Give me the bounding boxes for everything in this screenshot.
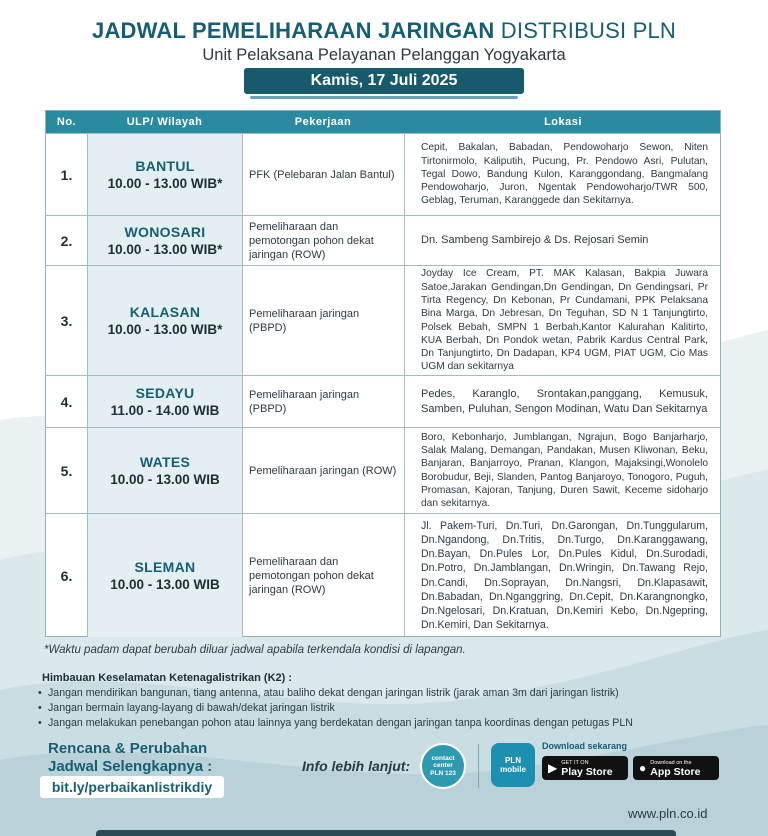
cc-line-3: PLN 123 xyxy=(430,769,456,777)
ulp-time: 10.00 - 13.00 WIB xyxy=(110,577,220,592)
title-light: DISTRIBUSI PLN xyxy=(500,18,676,43)
row-number: 3. xyxy=(60,312,73,329)
row-number: 4. xyxy=(60,393,73,410)
ulp-name: SEDAYU xyxy=(135,385,195,401)
job-cell: Pemeliharaan jaringan (PBPD) xyxy=(242,266,404,375)
header-location: Lokasi xyxy=(544,116,582,128)
ulp-time: 10.00 - 13.00 WIB* xyxy=(107,176,223,191)
job-cell: Pemeliharaan jaringan (PBPD) xyxy=(242,376,404,427)
job-cell: Pemeliharaan dan pemotongan pohon dekat jaringan (ROW) xyxy=(242,514,404,637)
plan-line-2: Jadwal Selengkapnya : xyxy=(48,758,213,775)
location-cell xyxy=(404,376,722,427)
row-number: 1. xyxy=(60,166,73,183)
ulp-time: 11.00 - 14.00 WIB xyxy=(110,403,220,418)
location-cell xyxy=(404,266,722,375)
date-banner: Kamis, 17 Juli 2025 xyxy=(244,68,524,94)
k2-item: • Jangan bermain layang-layang di bawah/dekat jaringan listrik xyxy=(38,701,738,716)
ulp-name: WATES xyxy=(139,454,191,470)
gp-big: Play Store xyxy=(561,765,613,778)
table-header xyxy=(46,111,720,133)
job-cell: PFK (Pelebaran Jalan Bantul) xyxy=(242,134,404,215)
ulp-name: SLEMAN xyxy=(134,559,196,575)
location-text: Joyday Ice Cream, PT. MAK Kalasan, Bakpia Juwara Satoe,Jarakan Gendingan,Dn Gendingan, Dn Gendingsari, Pr Tirta Regency, Dn Kebonan, Pr Cundamani, PPK Pelaksana Bina Marga, Dn Jebresan, Dn Teguhan, SD N 1 Tanjungtirto, Polsek Bebah, SMPN 1 Berbah,Kantor Kalurahan Kalitirto, KUA Berbah, Dn Pondok wetan, Pabrik Kardus Central Park, Dn Tanjungtirto, Dn Dadapan, KP4 UGM, PIAT UGM, Cio Mas UGM dan sekitarnya xyxy=(421,268,708,373)
ulp-cell xyxy=(87,428,242,513)
schedule-table xyxy=(45,110,721,637)
plan-heading xyxy=(48,740,212,776)
as-small: Download on the xyxy=(650,759,692,766)
ulp-name: WONOSARI xyxy=(124,224,206,240)
row-number: 5. xyxy=(60,462,73,479)
location-cell xyxy=(404,134,722,215)
gp-small: GET IT ON xyxy=(561,759,589,766)
footnote: *Waktu padam dapat berubah diluar jadwal apabila terkendala kondisi di lapangan. xyxy=(44,644,466,656)
as-big: App Store xyxy=(650,765,701,778)
play-store-button[interactable] xyxy=(542,756,628,780)
k2-item: • Jangan melakukan penebangan pohon atau lainnya yang berdekatan dengan jaringan tanpa koordinas dengan petugas PLN xyxy=(38,716,738,731)
k2-item: • Jangan mendirikan bangunan, tiang antenna, atau baliho dekat dengan jaringan listrik (jarak aman 3m dari jaringan listrik) xyxy=(38,686,738,701)
ulp-time: 10.00 - 13.00 WIB* xyxy=(107,242,223,257)
header-job: Pekerjaan xyxy=(294,116,352,128)
schedule-link[interactable]: bit.ly/perbaikanlistrikdiy xyxy=(40,776,224,798)
header-ulp: ULP/ Wilayah xyxy=(126,116,203,128)
location-cell xyxy=(404,216,722,265)
info-label: Info lebih lanjut: xyxy=(302,758,411,774)
ulp-name: BANTUL xyxy=(135,158,195,174)
app-store-button[interactable] xyxy=(633,756,719,780)
ulp-cell xyxy=(87,216,242,265)
table-row xyxy=(46,375,720,427)
play-icon: ▶ xyxy=(548,761,558,775)
location-text: Jl. Pakem-Turi, Dn.Turi, Dn.Garongan, Dn.Tunggularum, Dn.Ngandong, Dn.Tritis, Dn.Turgo, Dn.Karanggawang, Dn.Bayan, Dn.Pules Lor, Dn.Pules Kidul, Dn.Surodadi, Dn.Potro, Dn.Jamblangan, Dn.Wringin, Dn.Tawang Rejo, Dn.Candi, Dn.Soprayan, Dn.Nangsri, Dn.Klapasawit, Dn.Babadan, Dn.Nganggring, Dn.Cepit, Dn.Karangnongko, Dn.Ngelosari, Dn.Kratuan, Dn.Kemiri Kebo, Dn.Ngepring, Dn.Kemiri, Dan Sekitarnya. xyxy=(421,519,708,632)
location-text: Pedes, Karanglo, Srontakan,panggang, Kemusuk, Samben, Puluhan, Sengon Modinan, Watu Dan Sekitarnya xyxy=(421,387,708,415)
bottom-bar xyxy=(96,830,676,836)
k2-title: Himbauan Keselamatan Ketenagalistrikan (K2) : xyxy=(42,672,293,684)
k2-list xyxy=(38,686,738,731)
divider xyxy=(478,744,479,788)
cc-line-1: contact xyxy=(431,754,455,762)
ulp-name: KALASAN xyxy=(129,304,201,320)
pln-line-1: PLN xyxy=(505,756,521,765)
website-url[interactable]: www.pln.co.id xyxy=(628,806,708,821)
table-row xyxy=(46,513,720,637)
location-text: Cepit, Bakalan, Babadan, Pendowoharjo Sewon, Niten Tirtonirmolo, Kaliputih, Pucung, Pr. Pendowo Asri, Pulutan, Tegal Dowo, Bandung Kulon, Karanggondang, Bangmalang Pendowoharjo, Juron, Ngentak Pendowoharjo/TWR 500, Geblag, Teruman, Karanggede dan Sekitarnya. xyxy=(421,142,708,207)
contact-center-icon[interactable] xyxy=(420,743,466,789)
page-subtitle: Unit Pelaksana Pelayanan Pelanggan Yogyakarta xyxy=(202,46,566,64)
pln-mobile-icon[interactable] xyxy=(491,743,535,787)
location-text: Dn. Sambeng Sambirejo & Ds. Rejosari Semin xyxy=(421,233,649,246)
page-title xyxy=(0,18,768,44)
job-cell: Pemeliharaan dan pemotongan pohon dekat jaringan (ROW) xyxy=(242,216,404,265)
location-cell xyxy=(404,514,722,637)
table-row xyxy=(46,133,720,215)
ulp-cell xyxy=(87,266,242,375)
ulp-cell xyxy=(87,134,242,215)
ulp-cell xyxy=(87,514,242,637)
pln-line-2: mobile xyxy=(500,765,526,774)
table-row xyxy=(46,265,720,375)
row-number: 6. xyxy=(60,567,73,584)
table-row xyxy=(46,427,720,513)
download-label: Download sekarang xyxy=(542,741,628,751)
location-text: Boro, Kebonharjo, Jumblangan, Ngrajun, Bogo Banjarharjo, Salak Malang, Demangan, Pandakan, Musen Kliwonan, Beku, Banjaran, Banjarroyo, Pranan, Klangon, Majaksingi,Wonolelo Borobudur, Beji, Slanden, Pantog Banjaroyo, Tonogoro, Puguh, Promasan, Kajoran, Tanjung, Duren Sawit, Keceme sidoharjo dan sekitarnya. xyxy=(421,431,708,510)
header-no: No. xyxy=(56,116,77,128)
plan-line-1: Rencana & Perubahan xyxy=(48,740,208,757)
cc-line-2: center xyxy=(433,762,453,770)
ulp-cell xyxy=(87,376,242,427)
row-number: 2. xyxy=(60,232,73,249)
ulp-time: 10.00 - 13.00 WIB* xyxy=(107,322,223,337)
location-cell xyxy=(404,428,722,513)
ulp-time: 10.00 - 13.00 WIB xyxy=(110,472,220,487)
title-bold: JADWAL PEMELIHARAAN JARINGAN xyxy=(92,18,495,43)
apple-icon: ● xyxy=(639,761,647,775)
job-cell: Pemeliharaan jaringan (ROW) xyxy=(242,428,404,513)
table-row xyxy=(46,215,720,265)
